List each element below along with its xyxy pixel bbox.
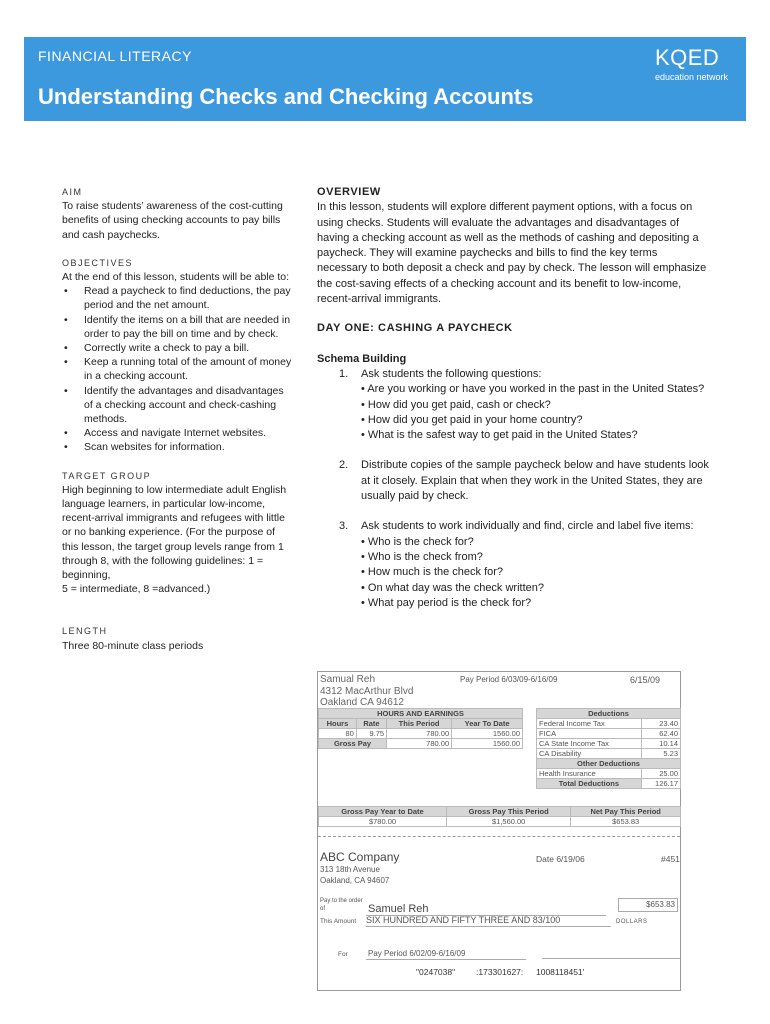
step-number: 3.	[339, 520, 349, 533]
list-item: • Who is the check from?	[361, 550, 709, 565]
check-number: #451	[661, 854, 680, 864]
logo-brand: KQED	[654, 45, 720, 70]
step-bullets	[361, 535, 709, 611]
target-text-2: 5 = intermediate, 8 =advanced.)	[62, 583, 211, 596]
deduction-name: Federal Income Tax	[537, 719, 642, 729]
health-amount: 25.00	[641, 769, 680, 779]
list-item: • Scan websites for information.	[62, 440, 292, 454]
totals-table	[318, 806, 681, 827]
step-text: Ask students the following questions:	[361, 367, 542, 380]
stub-date: 6/15/09	[630, 675, 661, 685]
deduction-amount: 23.40	[641, 719, 680, 729]
list-item: • What pay period is the check for?	[361, 596, 709, 611]
target-label: TARGET GROUP	[62, 470, 152, 481]
net-pay-total: $653.83	[571, 817, 681, 827]
step-text: Distribute copies of the sample paycheck below and have students look at it closely. Explain that when they work in the United States, they are usually paid by check.	[361, 459, 709, 503]
other-deductions-title: Other Deductions	[537, 759, 681, 769]
gross-ytd-value: 1560.00	[452, 739, 523, 749]
earnings-title: HOURS AND EARNINGS	[319, 709, 523, 719]
table-row	[537, 779, 681, 789]
overview-heading: OVERVIEW	[317, 186, 381, 198]
list-item: • Access and navigate Internet websites.	[62, 426, 292, 440]
overview-text: In this lesson, students will explore different payment options, with a focus on using checks. Students will evaluate the advantages and disadvantages of having a checking account as well as the methods of cashing and depositing a paycheck. They will examine paychecks and bills to find the key terms necessary to both deposit a check and pay by check. The lesson will emphasize the cost-saving effects of a checking account and its benefit to low-income, recent-arrival immigrants.	[317, 201, 707, 306]
step-item	[317, 519, 709, 611]
page-title: Understanding Checks and Checking Accounts	[38, 84, 534, 109]
col-hours: Hours	[319, 719, 357, 729]
earnings-table	[318, 708, 523, 749]
hours-value: 80	[319, 729, 357, 739]
deduction-amount: 62.40	[641, 729, 680, 739]
employee-name: Samual Reh	[320, 674, 376, 685]
logo-tagline: education network	[654, 72, 728, 82]
this-amount-label: This Amount	[320, 918, 357, 925]
step-number: 1.	[339, 367, 349, 380]
tear-line	[318, 836, 680, 837]
deduction-name: CA State Income Tax	[537, 739, 642, 749]
employee-address-line2: Oakland CA 94612	[320, 697, 404, 708]
step-item	[317, 367, 709, 443]
total-deductions-amount: 126.17	[641, 779, 680, 789]
ytd-value: 1560.00	[452, 729, 523, 739]
table-row	[537, 719, 681, 729]
rate-value: 9.75	[356, 729, 386, 739]
day-one-heading: DAY ONE: CASHING A PAYCHECK	[317, 322, 513, 335]
amount-in-words: SIX HUNDRED AND FIFTY THREE AND 83/100	[366, 915, 561, 925]
list-item: • How did you get paid, cash or check?	[361, 398, 709, 413]
list-item: • Read a paycheck to find deductions, the pay period and the net amount.	[62, 284, 292, 312]
steps-list	[317, 367, 709, 611]
employee-address-line1: 4312 MacArthur Blvd	[320, 686, 414, 697]
target-section	[62, 469, 292, 597]
total-deductions-label: Total Deductions	[537, 779, 642, 789]
kqed-logo	[655, 45, 728, 82]
micr-routing: :173301627:	[476, 967, 524, 977]
list-item: • On what day was the check written?	[361, 581, 709, 596]
aim-label: AIM	[62, 187, 83, 197]
list-item: • What is the safest way to get paid in the United States?	[361, 428, 709, 443]
gross-this-value: 780.00	[387, 739, 452, 749]
table-row	[319, 739, 523, 749]
header-banner	[24, 37, 746, 121]
list-item: • Keep a running total of the amount of money in a checking account.	[62, 355, 292, 383]
check-payee: Samuel Reh	[368, 903, 429, 915]
deduction-amount: 10.14	[641, 739, 680, 749]
deduction-amount: 5.23	[641, 749, 680, 759]
table-row	[319, 817, 681, 827]
col-this-period: This Period	[387, 719, 452, 729]
check-date: Date 6/19/06	[536, 854, 585, 864]
col-rate: Rate	[356, 719, 386, 729]
right-column	[317, 185, 709, 626]
objectives-list	[62, 284, 292, 454]
sample-paycheck	[317, 671, 681, 991]
schema-heading: Schema Building	[317, 352, 407, 365]
length-section	[62, 624, 292, 652]
list-item: • Are you working or have you worked in the past in the United States?	[361, 382, 709, 397]
net-pay-label: Net Pay This Period	[571, 807, 681, 817]
dollars-label: DOLLARS	[616, 919, 648, 925]
objectives-label: OBJECTIVES	[62, 257, 134, 268]
check-company: ABC Company	[320, 850, 400, 864]
aim-text: To raise students’ awareness of the cost-cutting benefits of using checking accounts to pay bills and cash paychecks.	[62, 200, 283, 241]
target-text: High beginning to low intermediate adult English language learners, in particular low-income, recent-arrival immigrants and refugees with little or no banking experience. (For the purpose of this lesson, the target group levels range from 1 through 8, with the following guidelines: 1 = beginning,	[62, 483, 287, 582]
deductions-title: Deductions	[537, 709, 681, 719]
table-row	[537, 769, 681, 779]
list-item: • Correctly write a check to pay a bill.	[62, 341, 292, 355]
objectives-intro: At the end of this lesson, students will be able to:	[62, 271, 290, 284]
col-ytd: Year To Date	[452, 719, 523, 729]
check-memo: Pay Period 6/02/09-6/16/09	[368, 949, 466, 958]
table-row	[537, 729, 681, 739]
left-column	[62, 185, 292, 667]
deduction-name: FICA	[537, 729, 642, 739]
list-item: • How did you get paid in your home country?	[361, 413, 709, 428]
micr-check-number: "0247038"	[416, 967, 456, 977]
check-address-line1: 313 18th Avenue	[320, 865, 380, 874]
deduction-name: CA Disability	[537, 749, 642, 759]
step-text: Ask students to work individually and find, circle and label five items:	[361, 520, 694, 533]
aim-section	[62, 185, 292, 242]
gross-ytd-label: Gross Pay Year to Date	[319, 807, 447, 817]
series-kicker: FINANCIAL LITERACY	[38, 48, 192, 64]
length-label: LENGTH	[62, 626, 108, 637]
this-period-value: 780.00	[387, 729, 452, 739]
stub-pay-period: Pay Period 6/03/09-6/16/09	[460, 675, 558, 684]
step-item	[317, 458, 709, 504]
gross-period-label: Gross Pay This Period	[447, 807, 571, 817]
deductions-table	[536, 708, 681, 789]
list-item: • How much is the check for?	[361, 565, 709, 580]
check-address-line2: Oakland, CA 94607	[320, 876, 390, 885]
step-number: 2.	[339, 459, 349, 472]
health-label: Health Insurance	[537, 769, 642, 779]
list-item: • Identify the advantages and disadvantages of a checking account and check-cashing methods.	[62, 384, 292, 427]
memo-label: For	[338, 951, 348, 958]
payto-label: Pay to the order of	[320, 898, 363, 912]
memo-line	[366, 959, 526, 960]
check-amount-box: $653.83	[618, 898, 678, 912]
step-bullets	[361, 382, 709, 443]
signature-line	[542, 958, 680, 959]
table-row	[319, 729, 523, 739]
table-row	[537, 739, 681, 749]
micr-account: 1008118451'	[536, 967, 585, 977]
list-item: • Who is the check for?	[361, 535, 709, 550]
gross-pay-label: Gross Pay	[319, 739, 387, 749]
gross-period-total: $1,560.00	[447, 817, 571, 827]
amount-line	[366, 926, 611, 927]
list-item: • Identify the items on a bill that are needed in order to pay the bill on time and by check.	[62, 313, 292, 341]
table-row	[537, 749, 681, 759]
objectives-section	[62, 256, 292, 455]
length-text: Three 80-minute class periods	[62, 639, 204, 652]
gross-ytd-total: $780.00	[319, 817, 447, 827]
